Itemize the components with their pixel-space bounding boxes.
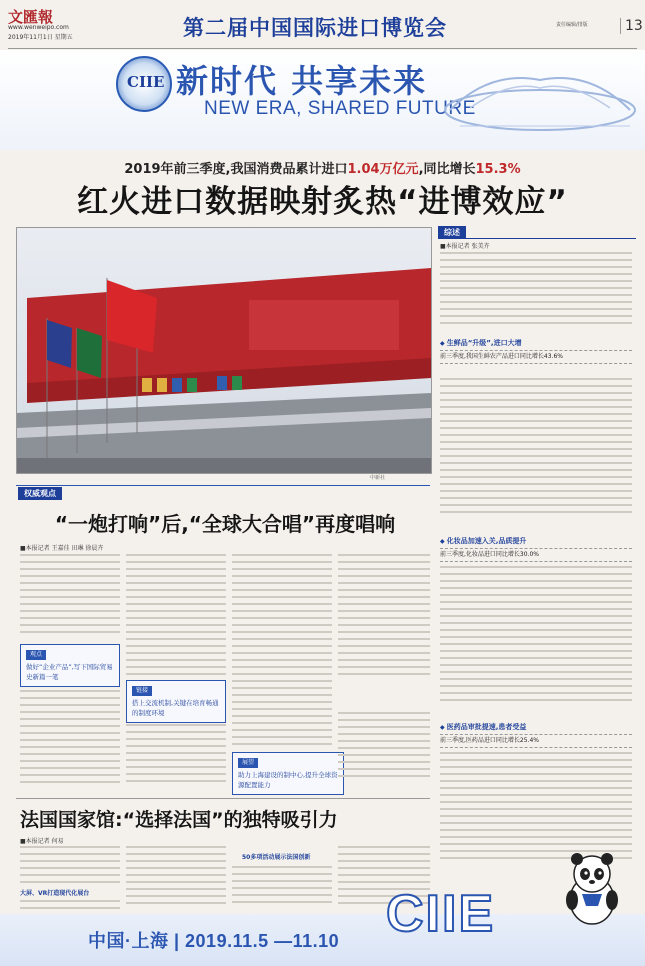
section2-column-4 xyxy=(338,554,430,680)
section2-title: “一炮打响”后,“全球大合唱”再度唱响 xyxy=(54,512,396,536)
page-number: 13 xyxy=(620,18,643,34)
sidebar-body-1 xyxy=(440,252,632,329)
section2-quote-3: 展望 助力上海建设的制中心,提升全球资源配置能力 xyxy=(232,752,344,795)
section2-tag: 权威观点 xyxy=(18,487,62,500)
footer-place-date: 中国·上海 | 2019.11.5 —11.10 xyxy=(88,931,340,951)
section3-byline: ■本报记者 何易 xyxy=(20,838,64,845)
section2-quote-1: 观点 做好“企业产品”,写下国际贸易史新篇一笔 xyxy=(20,644,120,687)
editor-credit: 责任编辑/排版 xyxy=(556,22,588,28)
slogan-chinese: 新时代 共享未来 xyxy=(176,62,428,100)
section3-rule xyxy=(16,798,430,799)
sidebar-highlight-1: 前三季度,我国生鲜农产品进口同比增长43.6% xyxy=(440,350,632,364)
expo-hall-photo xyxy=(16,227,432,474)
sidebar-subhead-3: ◆ 医药品审批提速,患者受益 xyxy=(440,722,632,732)
section3-column-1 xyxy=(20,846,120,888)
newspaper-url: www.wenweipo.com xyxy=(8,24,69,31)
sidebar-subhead-1: ◆ 生鲜品“升级”,进口大增 xyxy=(440,338,632,348)
section2-column-2 xyxy=(126,554,226,680)
section2-byline: ■本报记者 王嘉佳 田琳 徐晨卉 xyxy=(20,545,104,552)
section2-column-2b xyxy=(126,724,226,787)
sidebar-highlight-2: 前三季度,化妆品进口同比增长30.0% xyxy=(440,548,632,562)
expo-name: 第二届中国国际进口博览会 xyxy=(183,16,447,40)
masthead-divider xyxy=(8,48,637,49)
growth-rate: 15.3% xyxy=(475,162,521,177)
expo-building-illustration xyxy=(430,60,640,140)
section3-column-3 xyxy=(232,866,332,908)
section3-column-1b xyxy=(20,900,120,914)
section2-column-4b xyxy=(338,712,430,782)
section3-column-2 xyxy=(126,846,226,909)
section2-quote-2: 链接 搭上交流机制,关键在培育畅通的制度环境 xyxy=(126,680,226,723)
newspaper-logo: 文匯報 xyxy=(8,8,54,26)
section3-subhead-2: 50多项活动展示法国创新 xyxy=(242,854,311,861)
sidebar-body-2 xyxy=(440,378,632,518)
ciie-logo-text: CIIE xyxy=(386,885,496,943)
sidebar-body-3 xyxy=(440,566,632,706)
section2-column-1b xyxy=(20,690,120,788)
import-value: 1.04万亿元 xyxy=(347,162,419,177)
section3-subhead-1: 大屏、VR打造现代化展台 xyxy=(20,890,90,897)
section2-rule xyxy=(16,485,430,486)
section2-column-1 xyxy=(20,554,120,638)
issue-date: 2019年11月1日 星期五 xyxy=(8,34,73,41)
ciie-emblem-icon: CIIE xyxy=(116,56,172,112)
slogan-english: NEW ERA, SHARED FUTURE xyxy=(204,98,476,119)
main-headline: 红火进口数据映射炙热“进博效应” xyxy=(77,184,568,220)
section2-column-3 xyxy=(232,554,332,750)
sidebar-highlight-3: 前三季度,医药品进口同比增长25.4% xyxy=(440,734,632,748)
panda-mascot-icon xyxy=(560,848,624,926)
section3-title: 法国国家馆:“选择法国”的独特吸引力 xyxy=(20,809,338,831)
lead-kicker: 2019年前三季度,我国消费品累计进口1.04万亿元,同比增长15.3% xyxy=(124,162,521,177)
masthead xyxy=(8,6,643,50)
sidebar-byline: ■本报记者 张美卉 xyxy=(440,243,490,250)
photo-credit: 中新社 xyxy=(370,475,386,481)
sidebar-tag: 综述 xyxy=(438,226,466,239)
sidebar-subhead-2: ◆ 化妆品加速入关,品质提升 xyxy=(440,536,632,546)
sidebar-header-rule xyxy=(438,224,636,239)
